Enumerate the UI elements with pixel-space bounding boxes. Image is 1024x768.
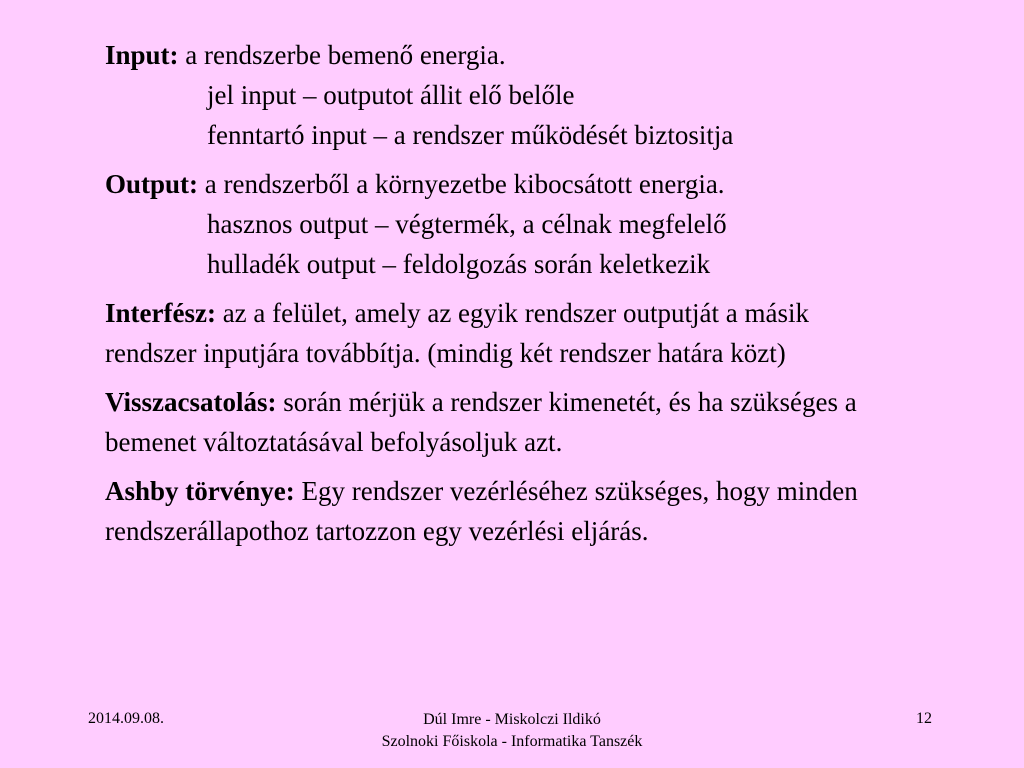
output-term: Output: (105, 169, 199, 199)
input-term: Input: (105, 40, 179, 70)
input-definition: a rendszerbe bemenő energia. (178, 40, 506, 70)
input-sub-jel: jel input – outputot állit elő belőle (207, 80, 575, 110)
footer-date: 2014.09.08. (88, 710, 164, 727)
interfesz-definition: az a felület, amely az egyik rendszer outputját a másik rendszer inputjára továbbítja. (mindig két rendszer határa közt) (105, 298, 809, 368)
page-number: 12 (916, 710, 932, 727)
input-sub-fenntarto: fenntartó input – a rendszer működését biztositja (207, 120, 734, 150)
ashby-term: Ashby törvénye: (105, 476, 295, 506)
ashby-paragraph (105, 471, 905, 551)
output-paragraph (105, 164, 905, 284)
slide-body (105, 35, 905, 560)
footer-institution: Szolnoki Főiskola - Informatika Tanszék (381, 733, 643, 750)
output-sub-hasznos: hasznos output – végtermék, a célnak megfelelő (207, 209, 727, 239)
ashby-definition: Egy rendszer vezérléséhez szükséges, hogy minden rendszerállapothoz tartozzon egy vezérlési eljárás. (105, 476, 858, 546)
visszacsatolas-definition: során mérjük a rendszer kimenetét, és ha szükséges a bemenet változtatásával befolyásoljuk azt. (105, 387, 857, 457)
output-definition: a rendszerből a környezetbe kibocsátott energia. (198, 169, 725, 199)
footer-authors: Dúl Imre - Miskolczi Ildikó (423, 711, 601, 728)
output-sub-hulladek: hulladék output – feldolgozás során keletkezik (207, 249, 711, 279)
input-paragraph (105, 35, 905, 155)
visszacsatolas-term: Visszacsatolás: (105, 387, 277, 417)
interfesz-term: Interfész: (105, 298, 216, 328)
visszacsatolas-paragraph (105, 382, 905, 462)
footer-credits (362, 709, 662, 753)
interfesz-paragraph (105, 293, 905, 373)
